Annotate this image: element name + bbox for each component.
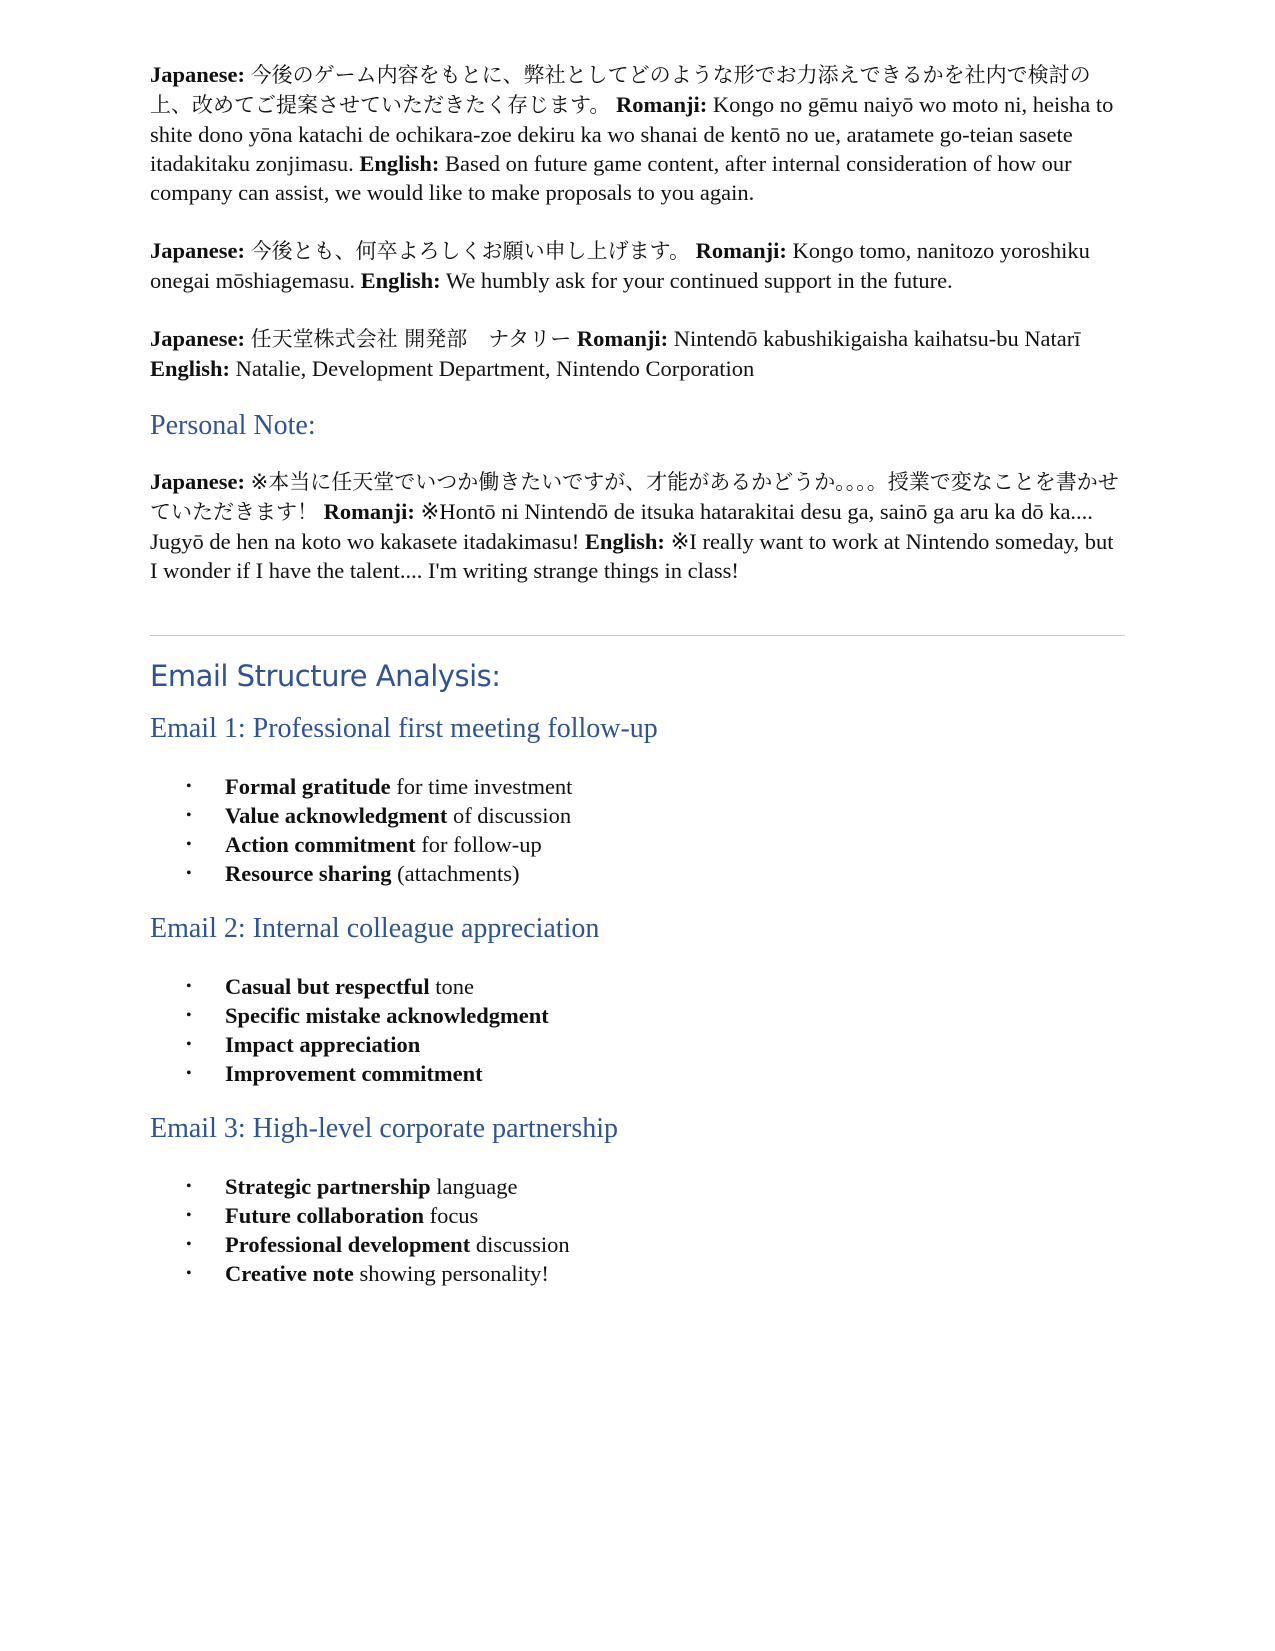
english-label: English: <box>584 529 665 554</box>
bullet-icon: • <box>186 807 192 824</box>
point-bold: Specific mistake acknowledgment <box>225 1003 549 1028</box>
translation-paragraph <box>150 324 1125 383</box>
english-label: English: <box>359 151 440 176</box>
point-bold: Action commitment <box>225 832 416 857</box>
document-page <box>150 60 1125 1288</box>
japanese-text: 今後とも、何卒よろしくお願い申し上げます。 <box>250 239 690 263</box>
english-label: English: <box>360 268 441 293</box>
section-divider <box>150 635 1125 636</box>
english-text: ※I really want to work at Nintendo someday, but I wonder if I have the talent.... I'm writing strange things in class! <box>150 529 1114 583</box>
point-text: discussion <box>470 1232 570 1257</box>
email-analysis-block <box>150 712 1125 888</box>
bullet-icon: • <box>186 1065 192 1082</box>
point-bold: Improvement commitment <box>225 1061 483 1086</box>
bullet-icon: • <box>186 1207 192 1224</box>
point-text: for time investment <box>390 774 573 799</box>
list-item <box>150 1030 1125 1059</box>
romanji-text: Kongo no gēmu naiyō wo moto ni, heisha to shite dono yōna katachi de ochikara-zoe dekiru ka wo shanai de kentō no ue, aratamete go-teian sasete itadakitaku zonjimasu. <box>150 92 1114 176</box>
japanese-label: Japanese: <box>150 469 245 494</box>
translation-paragraph <box>150 60 1125 207</box>
point-bold: Future collaboration <box>225 1203 424 1228</box>
personal-note-heading: Personal Note: <box>150 410 316 441</box>
bullet-list <box>150 1172 1125 1288</box>
list-item <box>150 1001 1125 1030</box>
point-bold: Value acknowledgment <box>225 803 448 828</box>
point-text: for follow-up <box>415 832 542 857</box>
point-text: showing personality! <box>353 1261 549 1286</box>
point-bold: Casual but respectful <box>225 974 430 999</box>
point-bold: Professional development <box>225 1232 471 1257</box>
point-text: focus <box>423 1203 479 1228</box>
japanese-text: ※本当に任天堂でいつか働きたいですが、才能があるかどうか。。。。授業で変なことを書かせていただきます！ <box>150 470 1119 524</box>
bullet-icon: • <box>186 1007 192 1024</box>
bullet-list <box>150 772 1125 888</box>
list-item <box>150 1230 1125 1259</box>
point-bold: Formal gratitude <box>225 774 391 799</box>
bullet-icon: • <box>186 865 192 882</box>
romanji-label: Romanji: <box>576 326 669 351</box>
list-item <box>150 772 1125 801</box>
english-label: English: <box>150 356 231 381</box>
point-bold: Resource sharing <box>225 861 392 886</box>
bullet-icon: • <box>186 1036 192 1053</box>
english-text: Natalie, Development Department, Nintendo Corporation <box>235 356 755 381</box>
bullet-icon: • <box>186 778 192 795</box>
list-item <box>150 1172 1125 1201</box>
personal-note-paragraph <box>150 467 1125 585</box>
romanji-text: Kongo tomo, nanitozo yoroshiku onegai mōshiagemasu. <box>150 238 1090 293</box>
bullet-list <box>150 972 1125 1088</box>
romanji-text: Nintendō kabushikigaisha kaihatsu-bu Natarī <box>673 326 1081 351</box>
point-text: (attachments) <box>391 861 520 886</box>
list-item <box>150 1201 1125 1230</box>
romanji-label: Romanji: <box>615 92 708 117</box>
romanji-label: Romanji: <box>323 499 415 524</box>
point-bold: Creative note <box>225 1261 354 1286</box>
english-text: We humbly ask for your continued support in the future. <box>445 268 953 293</box>
email-analysis-block <box>150 1112 1125 1288</box>
bullet-icon: • <box>186 978 192 995</box>
japanese-text: 今後のゲーム内容をもとに、弊社としてどのような形でお力添えできるかを社内で検討の上、改めてご提案させていただきたく存じます。 <box>150 63 1091 117</box>
email-analysis-block <box>150 912 1125 1088</box>
analysis-heading: Email Structure Analysis: <box>150 659 501 693</box>
list-item <box>150 830 1125 859</box>
email-heading: Email 3: High-level corporate partnership <box>150 1113 619 1144</box>
email-heading: Email 2: Internal colleague appreciation <box>150 913 600 944</box>
translation-paragraph <box>150 236 1125 295</box>
japanese-label: Japanese: <box>150 62 245 87</box>
japanese-label: Japanese: <box>150 238 245 263</box>
japanese-label: Japanese: <box>150 326 245 351</box>
list-item <box>150 1059 1125 1088</box>
point-text: tone <box>429 974 474 999</box>
romanji-text: ※Hontō ni Nintendō de itsuka hatarakitai desu ga, sainō ga aru ka dō ka.... Jugyō de hen na koto wo kakasete itadakimasu! <box>150 499 1093 554</box>
point-text: of discussion <box>447 803 572 828</box>
email-heading: Email 1: Professional first meeting follow-up <box>150 713 658 744</box>
bullet-icon: • <box>186 1265 192 1282</box>
point-bold: Impact appreciation <box>225 1032 421 1057</box>
list-item <box>150 1259 1125 1288</box>
bullet-icon: • <box>186 1178 192 1195</box>
point-bold: Strategic partnership <box>225 1174 431 1199</box>
english-text: Based on future game content, after internal consideration of how our company can assist, we would like to make proposals to you again. <box>150 151 1072 205</box>
japanese-text: 任天堂株式会社 開発部 ナタリー <box>250 327 572 351</box>
bullet-icon: • <box>186 1236 192 1253</box>
bullet-icon: • <box>186 836 192 853</box>
romanji-label: Romanji: <box>695 238 787 263</box>
list-item <box>150 859 1125 888</box>
point-text: language <box>430 1174 518 1199</box>
list-item <box>150 801 1125 830</box>
list-item <box>150 972 1125 1001</box>
